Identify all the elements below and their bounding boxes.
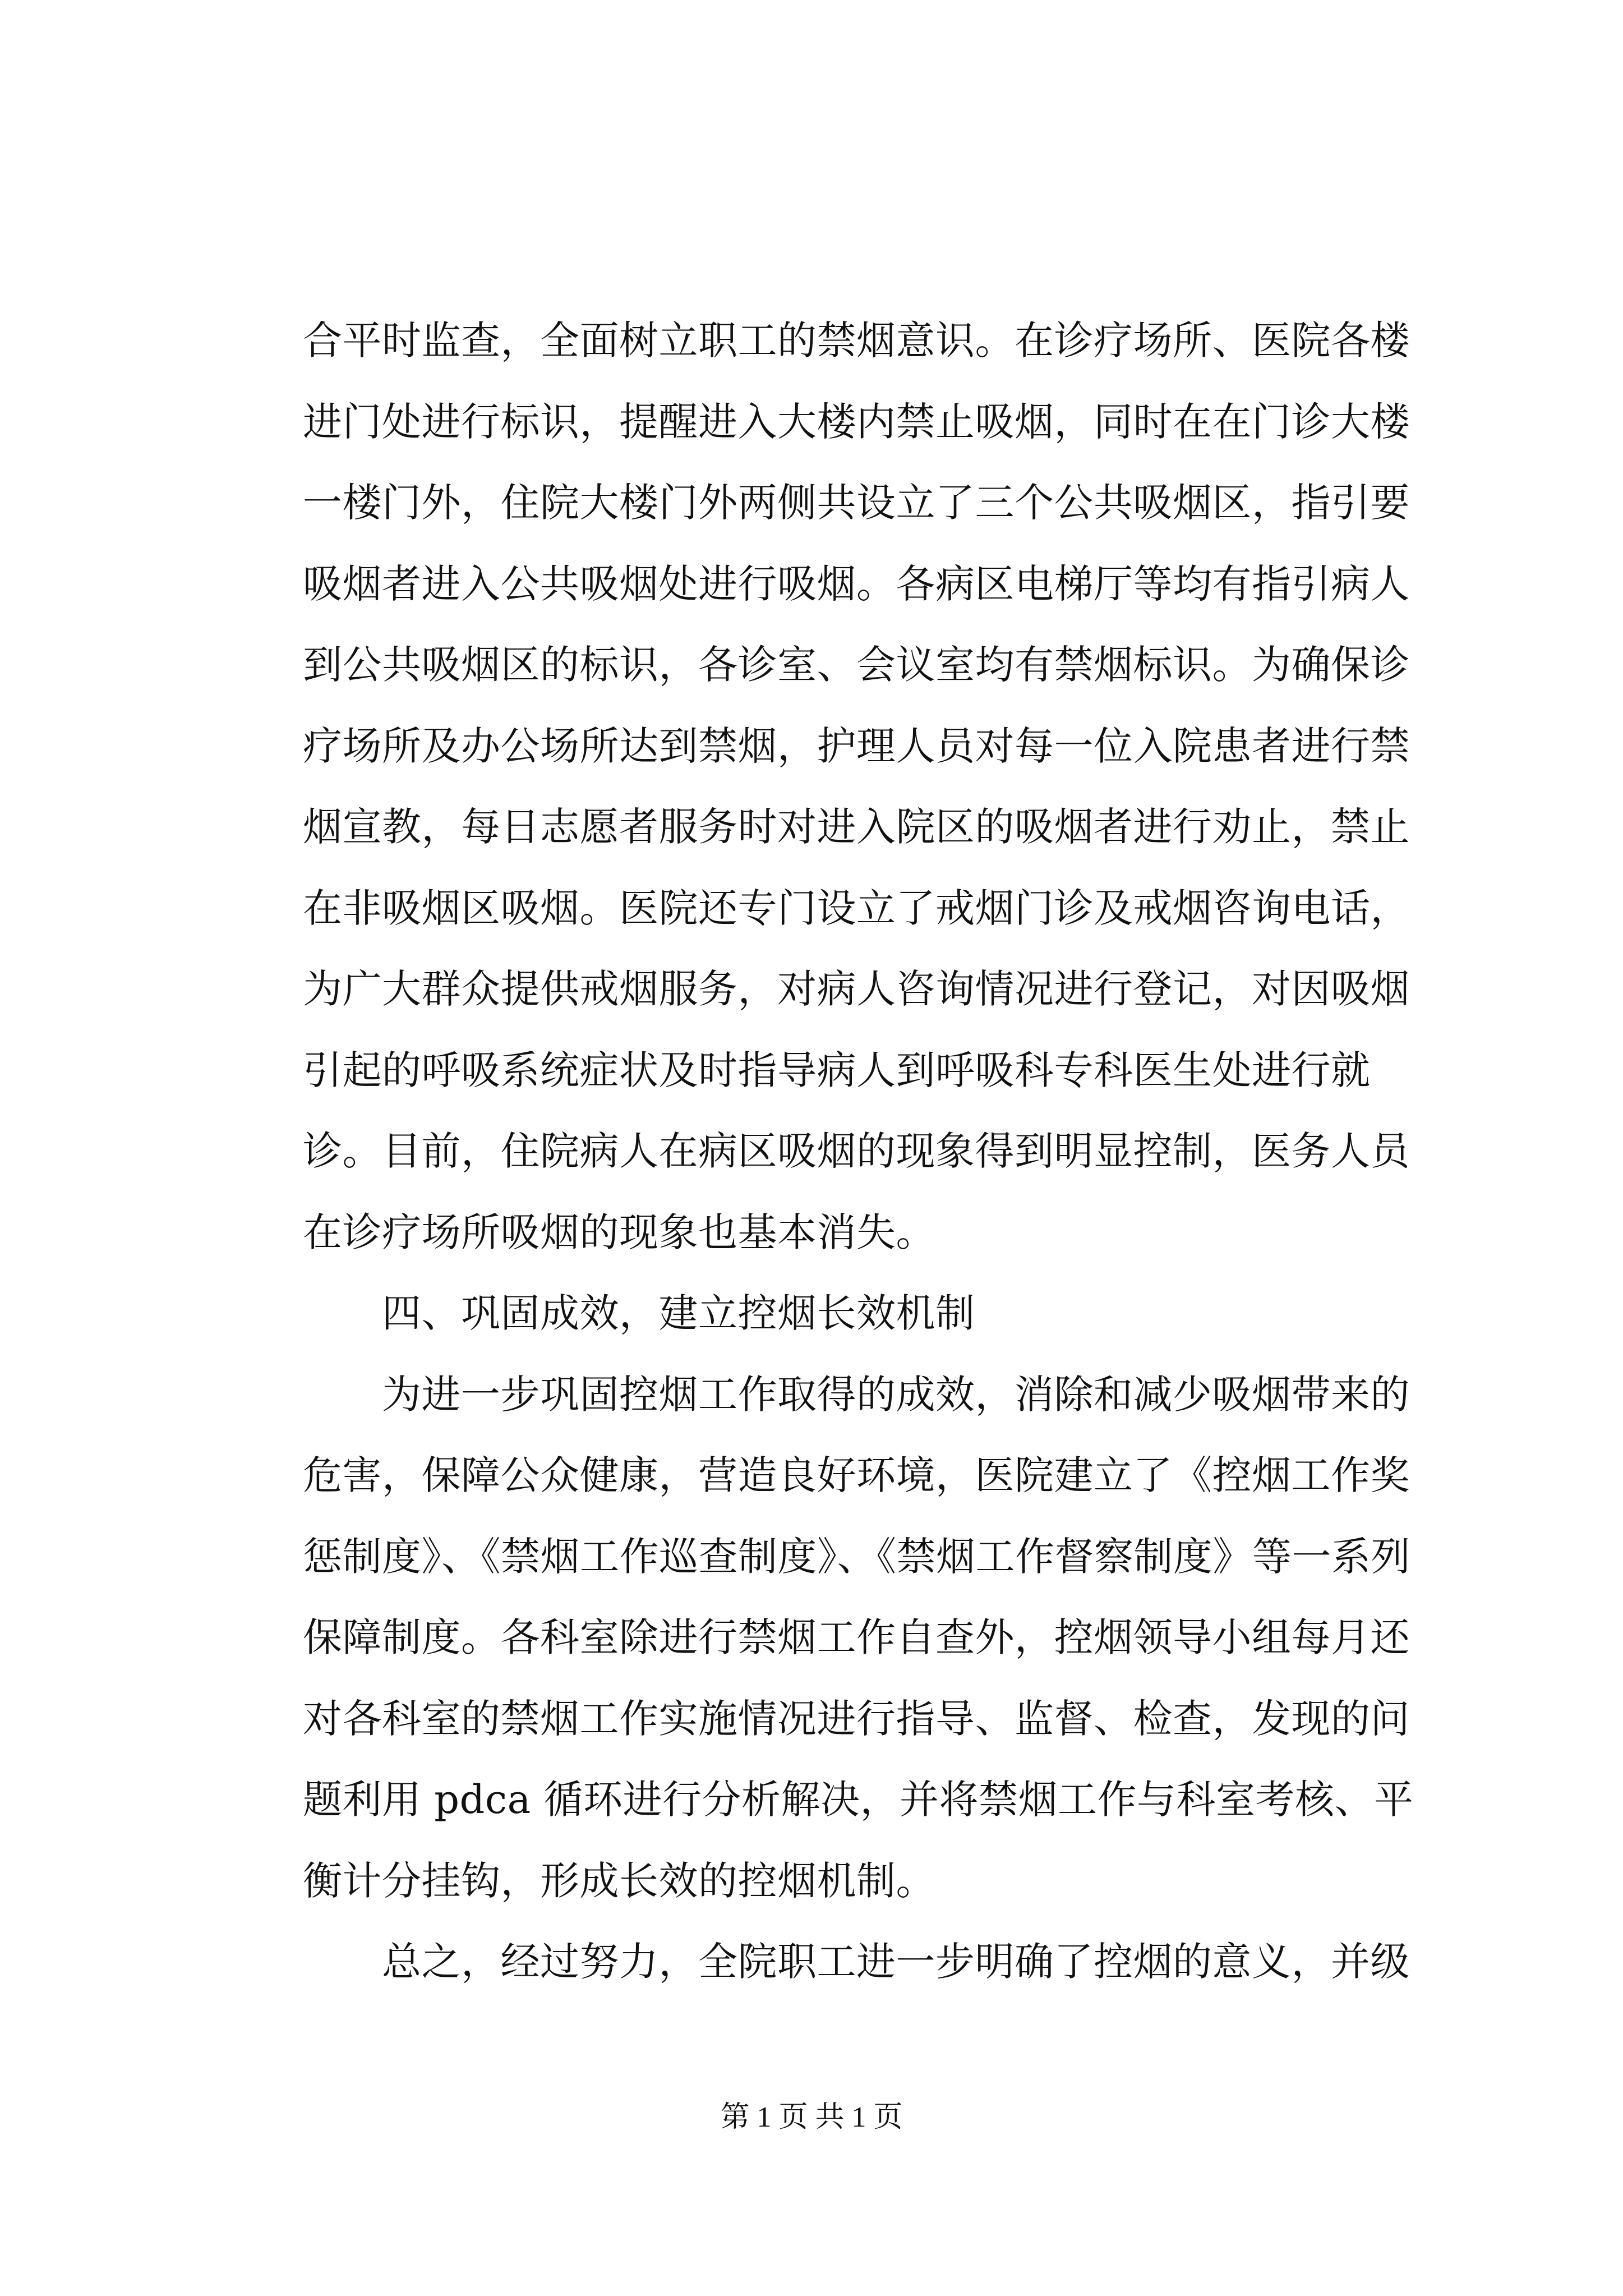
section-heading: 四、巩固成效，建立控烟长效机制	[303, 1290, 975, 1336]
text-line: 危害，保障公众健康，营造良好环境，医院建立了《控烟工作奖	[303, 1452, 1410, 1498]
text-line: 疗场所及办公场所达到禁烟，护理人员对每一位入院患者进行禁	[303, 723, 1410, 769]
text-line: 烟宣教，每日志愿者服务时对进入院区的吸烟者进行劝止，禁止	[303, 804, 1410, 850]
text-line: 诊。目前，住院病人在病区吸烟的现象得到明显控制，医务人员	[303, 1128, 1410, 1174]
text-line: 为进一步巩固控烟工作取得的成效，消除和减少吸烟带来的	[303, 1371, 1410, 1418]
text-line: 引起的呼吸系统症状及时指导病人到呼吸科专科医生处进行就	[303, 1047, 1371, 1093]
text-line: 衡计分挂钩，形成长效的控烟机制。	[303, 1857, 935, 1904]
body-text	[303, 300, 1419, 2003]
text-line: 合平时监查，全面树立职工的禁烟意识。在诊疗场所、医院各楼	[303, 318, 1410, 364]
text-line: 一楼门外，住院大楼门外两侧共设立了三个公共吸烟区，指引要	[303, 480, 1410, 526]
page-number-label: 第 1 页 共 1 页	[720, 2101, 903, 2133]
text-line: 题利用 pdca 循环进行分析解决，并将禁烟工作与科室考核、平	[303, 1777, 1414, 1823]
text-line: 在诊疗场所吸烟的现象也基本消失。	[303, 1209, 935, 1255]
text-line: 对各科室的禁烟工作实施情况进行指导、监督、检查，发现的问	[303, 1695, 1410, 1742]
text-line: 到公共吸烟区的标识，各诊室、会议室均有禁烟标识。为确保诊	[303, 642, 1410, 688]
text-line: 总之，经过努力，全院职工进一步明确了控烟的意义，并级	[303, 1939, 1410, 1985]
text-line: 吸烟者进入公共吸烟处进行吸烟。各病区电梯厅等均有指引病人	[303, 560, 1410, 607]
text-line: 为广大群众提供戒烟服务，对病人咨询情况进行登记，对因吸烟	[303, 966, 1410, 1012]
page-footer	[0, 2098, 1623, 2137]
text-line: 在非吸烟区吸烟。医院还专门设立了戒烟门诊及戒烟咨询电话，	[303, 885, 1410, 931]
text-line: 进门处进行标识，提醒进入大楼内禁止吸烟，同时在在门诊大楼	[303, 398, 1410, 445]
text-line: 保障制度。各科室除进行禁烟工作自查外，控烟领导小组每月还	[303, 1614, 1410, 1660]
text-line: 惩制度》、《禁烟工作巡查制度》、《禁烟工作督察制度》等一系列	[303, 1533, 1410, 1580]
